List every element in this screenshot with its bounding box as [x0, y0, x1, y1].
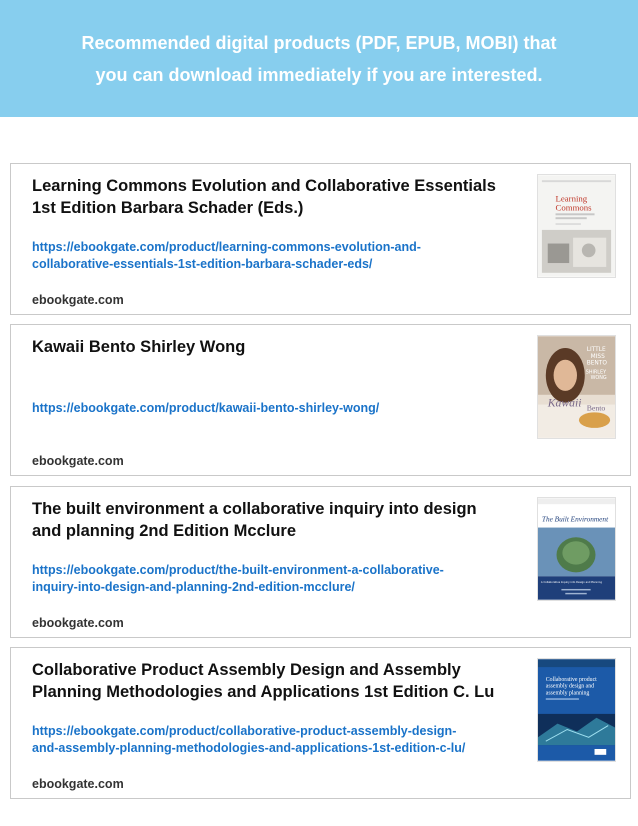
- product-title-line: Planning Methodologies and Applications 1st Edition C. Lu: [32, 683, 495, 701]
- product-link-line: https://ebookgate.com/product/the-built-environment-a-collaborative-: [32, 563, 444, 577]
- product-link-line: collaborative-essentials-1st-edition-barbara-schader-eds/: [32, 257, 373, 271]
- product-title-line: and planning 2nd Edition Mcclure: [32, 522, 297, 540]
- cover-title-6: Kawaii: [547, 396, 582, 410]
- product-title[interactable]: [32, 336, 512, 358]
- product-link[interactable]: [32, 723, 502, 757]
- site-name: ebookgate.com: [32, 616, 124, 630]
- product-card: [10, 163, 631, 315]
- product-link[interactable]: [32, 239, 502, 273]
- product-link-line: and-assembly-planning-methodologies-and-applications-1st-edition-c-lu/: [32, 741, 466, 755]
- product-title[interactable]: [32, 175, 512, 219]
- product-title-line: The built environment a collaborative inquiry into design: [32, 500, 477, 518]
- cover-title-7: Bento: [586, 403, 606, 413]
- cover-title-5: WONG: [590, 375, 607, 382]
- product-title[interactable]: [32, 498, 512, 542]
- product-link-line: https://ebookgate.com/product/collaborative-product-assembly-design-: [32, 724, 457, 738]
- cover-title-1: LITTLE: [586, 346, 606, 353]
- product-link-line: inquiry-into-design-and-planning-2nd-edition-mcclure/: [32, 580, 355, 594]
- site-name: ebookgate.com: [32, 293, 124, 307]
- book-cover-image[interactable]: [537, 174, 616, 278]
- product-title-line: Kawaii Bento Shirley Wong: [32, 338, 246, 356]
- cover-subtitle: A Collaborative Inquiry into Design and Planning: [540, 581, 602, 585]
- product-link-line: https://ebookgate.com/product/kawaii-bento-shirley-wong/: [32, 401, 380, 415]
- cover-title-2: assembly design and: [545, 683, 595, 690]
- recommendation-banner: [0, 0, 638, 117]
- product-link[interactable]: [32, 400, 502, 417]
- book-cover-image[interactable]: [537, 658, 616, 762]
- product-title-line: 1st Edition Barbara Schader (Eds.): [32, 199, 304, 217]
- book-cover-image[interactable]: [537, 497, 616, 601]
- cover-title-3: assembly planning: [545, 690, 590, 697]
- book-cover-image[interactable]: [537, 335, 616, 439]
- product-card: [10, 324, 631, 476]
- product-title-line: Collaborative Product Assembly Design and Assembly: [32, 661, 461, 679]
- site-name: ebookgate.com: [32, 454, 124, 468]
- product-card: [10, 647, 631, 799]
- product-link-line: https://ebookgate.com/product/learning-commons-evolution-and-: [32, 240, 421, 254]
- product-link[interactable]: [32, 562, 502, 596]
- cover-title-1: The Built Environment: [541, 514, 609, 524]
- product-card: [10, 486, 631, 638]
- banner-text-line1: Recommended digital products (PDF, EPUB, MOBI) that: [81, 32, 557, 53]
- site-name: ebookgate.com: [32, 777, 124, 791]
- cover-title-4: SHIRLEY: [585, 369, 607, 376]
- cover-title-1: Collaborative product: [545, 676, 597, 683]
- product-title-line: Learning Commons Evolution and Collaborative Essentials: [32, 177, 496, 195]
- cover-title-1: Learning: [555, 193, 588, 204]
- product-title[interactable]: [32, 659, 512, 703]
- cover-title-3: BENTO: [586, 360, 607, 367]
- cover-title-2: MISS: [590, 353, 605, 360]
- cover-title-2: Commons: [555, 202, 592, 213]
- banner-text-line2: you can download immediately if you are interested.: [95, 64, 543, 85]
